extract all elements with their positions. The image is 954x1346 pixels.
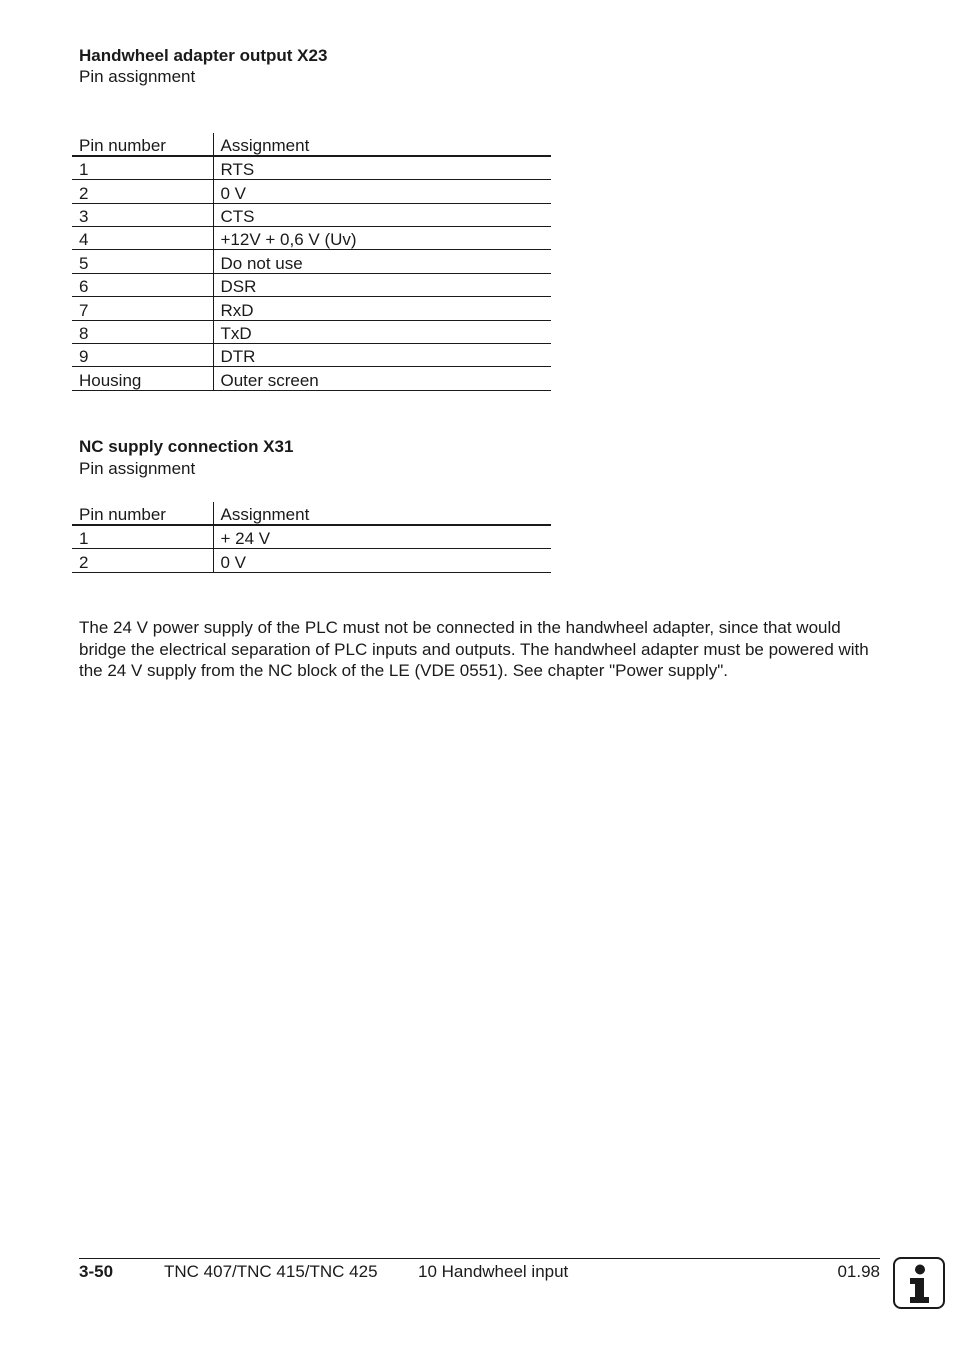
page-number: 3-50: [79, 1262, 114, 1281]
column-header-pin: Pin number: [72, 502, 213, 525]
assignment-cell: RTS: [213, 156, 551, 179]
table-row: [72, 344, 551, 367]
pin-cell: 1: [72, 525, 213, 548]
pin-cell: 1: [72, 156, 213, 179]
assignment-cell: DTR: [213, 344, 551, 367]
column-header-assignment: Assignment: [213, 502, 551, 525]
assignment-cell: Outer screen: [213, 367, 551, 390]
assignment-cell: +12V + 0,6 V (Uv): [213, 227, 551, 250]
pin-cell: 2: [72, 549, 213, 572]
column-header-assignment: Assignment: [213, 133, 551, 156]
assignment-cell: CTS: [213, 203, 551, 226]
table-row: [72, 297, 551, 320]
table-row: [72, 549, 551, 572]
column-header-pin: Pin number: [72, 133, 213, 156]
section-title-x23: Handwheel adapter output X23: [79, 46, 328, 65]
table-row: [72, 180, 551, 203]
assignment-cell: 0 V: [213, 180, 551, 203]
power-supply-note: The 24 V power supply of the PLC must not be connected in the handwheel adapter, since that would bridge the electrical separation of PLC inputs and outputs. The handwheel adapter must be powered with the 24 V supply from the NC block of the LE (VDE 0551). See chapter "Power supply".: [79, 618, 869, 680]
footer-chapter: 10 Handwheel input: [418, 1262, 569, 1281]
info-glyph: [895, 1259, 943, 1307]
footer-divider: [79, 1258, 880, 1259]
pin-cell: 8: [72, 320, 213, 343]
pin-cell: 7: [72, 297, 213, 320]
table-row: [72, 227, 551, 250]
pin-cell: 6: [72, 273, 213, 296]
table-row: [72, 367, 551, 390]
table-row: [72, 525, 551, 548]
section-subtitle-x23: Pin assignment: [79, 67, 196, 86]
table-header-row: [72, 502, 551, 525]
assignment-cell: RxD: [213, 297, 551, 320]
section-title-x31: NC supply connection X31: [79, 437, 294, 456]
table-row: [72, 250, 551, 273]
table-row: [72, 320, 551, 343]
pin-cell: Housing: [72, 367, 213, 390]
table-header-row: [72, 133, 551, 156]
assignment-cell: Do not use: [213, 250, 551, 273]
pin-cell: 9: [72, 344, 213, 367]
table-row: [72, 156, 551, 179]
pin-cell: 5: [72, 250, 213, 273]
info-icon: [893, 1257, 945, 1309]
assignment-cell: 0 V: [213, 549, 551, 572]
assignment-cell: TxD: [213, 320, 551, 343]
pin-cell: 4: [72, 227, 213, 250]
pin-cell: 2: [72, 180, 213, 203]
footer-date: 01.98: [837, 1262, 880, 1281]
table-row: [72, 273, 551, 296]
pin-table-x23: [72, 133, 551, 391]
assignment-cell: + 24 V: [213, 525, 551, 548]
footer-models: TNC 407/TNC 415/TNC 425: [164, 1262, 378, 1281]
pin-table-x31: [72, 502, 551, 573]
table-row: [72, 203, 551, 226]
pin-cell: 3: [72, 203, 213, 226]
section-subtitle-x31: Pin assignment: [79, 459, 196, 478]
assignment-cell: DSR: [213, 273, 551, 296]
